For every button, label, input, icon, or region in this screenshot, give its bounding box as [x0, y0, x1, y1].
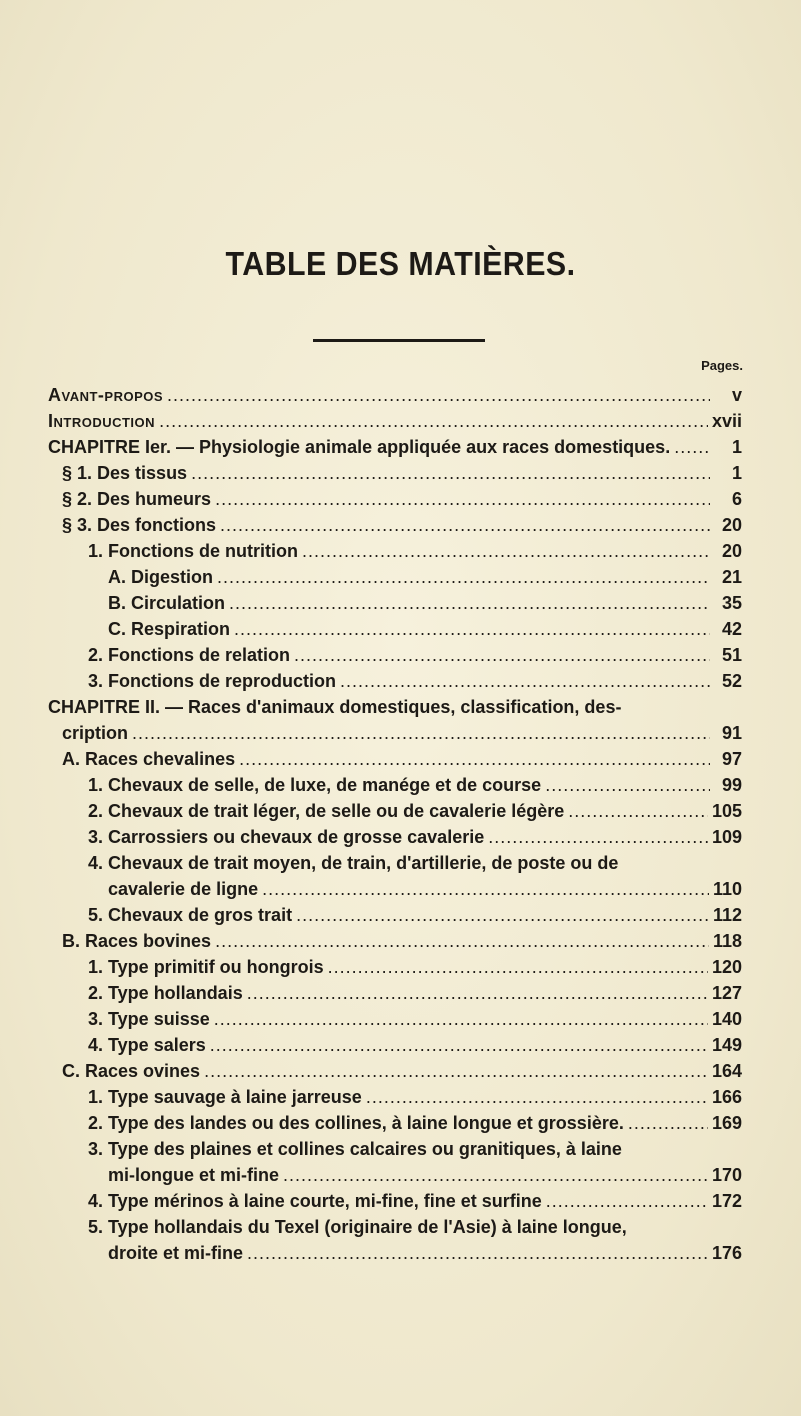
toc-entry-label: A. Races chevalines	[62, 749, 236, 769]
toc-entry	[48, 486, 742, 512]
toc-entry-page: 1	[731, 437, 742, 457]
toc-entry-page: 35	[721, 593, 742, 613]
toc-entry-page: 170	[711, 1165, 742, 1185]
toc-entry-label: CHAPITRE Ier. — Physiologie animale appliquée aux races domestiques.	[48, 437, 671, 457]
toc-entry-label: 1. Type sauvage à laine jarreuse	[88, 1087, 362, 1107]
toc-entry-page: 20	[721, 515, 742, 535]
toc-entry	[48, 746, 742, 772]
dot-leader	[229, 590, 710, 616]
dot-leader	[214, 1006, 708, 1032]
toc-entry	[48, 1188, 742, 1214]
toc-entry-page: 110	[712, 879, 742, 899]
toc-entry	[48, 512, 742, 538]
toc-entry	[48, 772, 742, 798]
page-title: TABLE DES MATIÈRES.	[225, 245, 576, 282]
toc-entry-page: 6	[731, 489, 742, 509]
dot-leader	[262, 876, 709, 902]
toc-entry	[48, 642, 742, 668]
dot-leader	[302, 538, 710, 564]
toc-entry-page: 164	[711, 1061, 742, 1081]
toc-entry	[48, 1110, 742, 1136]
toc-entry-page: 149	[711, 1035, 742, 1055]
toc-entry-label: A. Digestion	[108, 567, 214, 587]
dot-leader	[545, 772, 710, 798]
dot-leader	[210, 1032, 708, 1058]
toc-entry	[48, 590, 742, 616]
toc-entry-label: 1. Chevaux de selle, de luxe, de manége et de course	[88, 775, 542, 795]
toc-entry-page: 52	[721, 671, 742, 691]
toc-entry-label: 3. Fonctions de reproduction	[88, 671, 337, 691]
dot-leader	[296, 902, 709, 928]
toc-entry-page: 21	[721, 567, 742, 587]
dot-leader	[167, 382, 710, 408]
toc-entry	[48, 382, 742, 408]
toc-entry	[48, 850, 742, 876]
toc-entry-label: C. Races ovines	[62, 1061, 201, 1081]
dot-leader	[159, 408, 708, 434]
toc-entry-label: Introduction	[48, 411, 156, 431]
toc-entry-label: 2. Type des landes ou des collines, à laine longue et grossière.	[88, 1113, 624, 1133]
toc-entry	[48, 1240, 742, 1266]
toc-entry-page: 99	[721, 775, 742, 795]
toc-entry-label: droite et mi-fine	[108, 1243, 244, 1263]
toc-entry-label: B. Circulation	[108, 593, 226, 613]
toc-entry-page: 172	[711, 1191, 742, 1211]
title-rule	[313, 339, 485, 342]
toc-entry-page: 120	[711, 957, 742, 977]
toc-entry-label: Avant-propos	[48, 385, 164, 405]
toc-entry	[48, 1162, 742, 1188]
toc-entry-page: 42	[721, 619, 742, 639]
toc-entry	[48, 538, 742, 564]
dot-leader	[234, 616, 710, 642]
toc-entry-page: 127	[711, 983, 742, 1003]
toc-entry	[48, 434, 742, 460]
toc-entry-page: 20	[721, 541, 742, 561]
dot-leader	[546, 1188, 708, 1214]
toc-entry	[48, 902, 742, 928]
dot-leader	[204, 1058, 708, 1084]
dot-leader	[239, 746, 710, 772]
table-of-contents	[48, 382, 742, 1266]
toc-entry-label: 4. Type mérinos à laine courte, mi-fine, fine et surfine	[88, 1191, 542, 1211]
dot-leader	[220, 512, 710, 538]
toc-entry-label: 3. Type suisse	[88, 1009, 210, 1029]
toc-entry	[48, 460, 742, 486]
toc-entry-label: 3. Type des plaines et collines calcaires ou granitiques, à laine	[88, 1139, 622, 1159]
toc-entry-page: xvii	[711, 411, 742, 431]
dot-leader	[628, 1110, 708, 1136]
toc-entry-page: 109	[711, 827, 742, 847]
toc-entry-label: § 2. Des humeurs	[62, 489, 212, 509]
dot-leader	[366, 1084, 708, 1110]
dot-leader	[191, 460, 710, 486]
toc-entry	[48, 954, 742, 980]
dot-leader	[283, 1162, 708, 1188]
toc-entry-label: B. Races bovines	[62, 931, 212, 951]
dot-leader	[568, 798, 708, 824]
toc-entry	[48, 1214, 742, 1240]
toc-entry	[48, 1084, 742, 1110]
toc-entry-label: mi-longue et mi-fine	[108, 1165, 279, 1185]
toc-entry	[48, 720, 742, 746]
toc-entry	[48, 564, 742, 590]
toc-entry-page: 112	[712, 905, 742, 925]
toc-entry-page: 166	[711, 1087, 742, 1107]
toc-entry-label: 1. Type primitif ou hongrois	[88, 957, 324, 977]
toc-entry	[48, 876, 742, 902]
toc-entry-label: 4. Chevaux de trait moyen, de train, d'artillerie, de poste ou de	[88, 853, 619, 873]
toc-entry-page: 51	[721, 645, 742, 665]
toc-entry	[48, 1032, 742, 1058]
dot-leader	[247, 1240, 708, 1266]
toc-entry-page: 176	[711, 1243, 742, 1263]
dot-leader	[488, 824, 708, 850]
toc-entry-page: v	[731, 385, 742, 405]
toc-entry	[48, 798, 742, 824]
toc-entry-page: 118	[712, 931, 742, 951]
toc-entry-label: cription	[62, 723, 128, 743]
dot-leader	[215, 928, 709, 954]
toc-entry-page: 140	[711, 1009, 742, 1029]
toc-entry-page: 105	[711, 801, 742, 821]
toc-entry	[48, 928, 742, 954]
toc-entry-label: 1. Fonctions de nutrition	[88, 541, 298, 561]
toc-entry-label: 2. Type hollandais	[88, 983, 243, 1003]
toc-entry	[48, 616, 742, 642]
dot-leader	[132, 720, 710, 746]
toc-entry-label: 4. Type salers	[88, 1035, 206, 1055]
toc-entry-label: § 1. Des tissus	[62, 463, 188, 483]
toc-entry	[48, 1136, 742, 1162]
toc-entry	[48, 408, 742, 434]
toc-entry-page: 1	[731, 463, 742, 483]
toc-entry-label: 5. Type hollandais du Texel (originaire de l'Asie) à laine longue,	[88, 1217, 627, 1237]
toc-entry	[48, 1006, 742, 1032]
dot-leader	[217, 564, 710, 590]
toc-entry	[48, 980, 742, 1006]
dot-leader	[215, 486, 710, 512]
toc-entry	[48, 694, 742, 720]
toc-entry-label: § 3. Des fonctions	[62, 515, 217, 535]
dot-leader	[674, 434, 710, 460]
toc-entry	[48, 1058, 742, 1084]
toc-entry-label: 5. Chevaux de gros trait	[88, 905, 293, 925]
toc-entry-page: 91	[721, 723, 742, 743]
dot-leader	[328, 954, 708, 980]
toc-entry-page: 169	[711, 1113, 742, 1133]
dot-leader	[247, 980, 708, 1006]
toc-entry	[48, 668, 742, 694]
toc-entry-label: 2. Fonctions de relation	[88, 645, 291, 665]
toc-entry-label: 2. Chevaux de trait léger, de selle ou de cavalerie légère	[88, 801, 565, 821]
toc-entry-page: 97	[721, 749, 742, 769]
toc-entry	[48, 824, 742, 850]
dot-leader	[294, 642, 710, 668]
dot-leader	[340, 668, 710, 694]
toc-entry-label: cavalerie de ligne	[108, 879, 259, 899]
pages-column-label: Pages.	[701, 358, 743, 373]
toc-entry-label: 3. Carrossiers ou chevaux de grosse cavalerie	[88, 827, 485, 847]
toc-entry-label: C. Respiration	[108, 619, 231, 639]
toc-entry-label: CHAPITRE II. — Races d'animaux domestiques, classification, des-	[48, 697, 622, 717]
